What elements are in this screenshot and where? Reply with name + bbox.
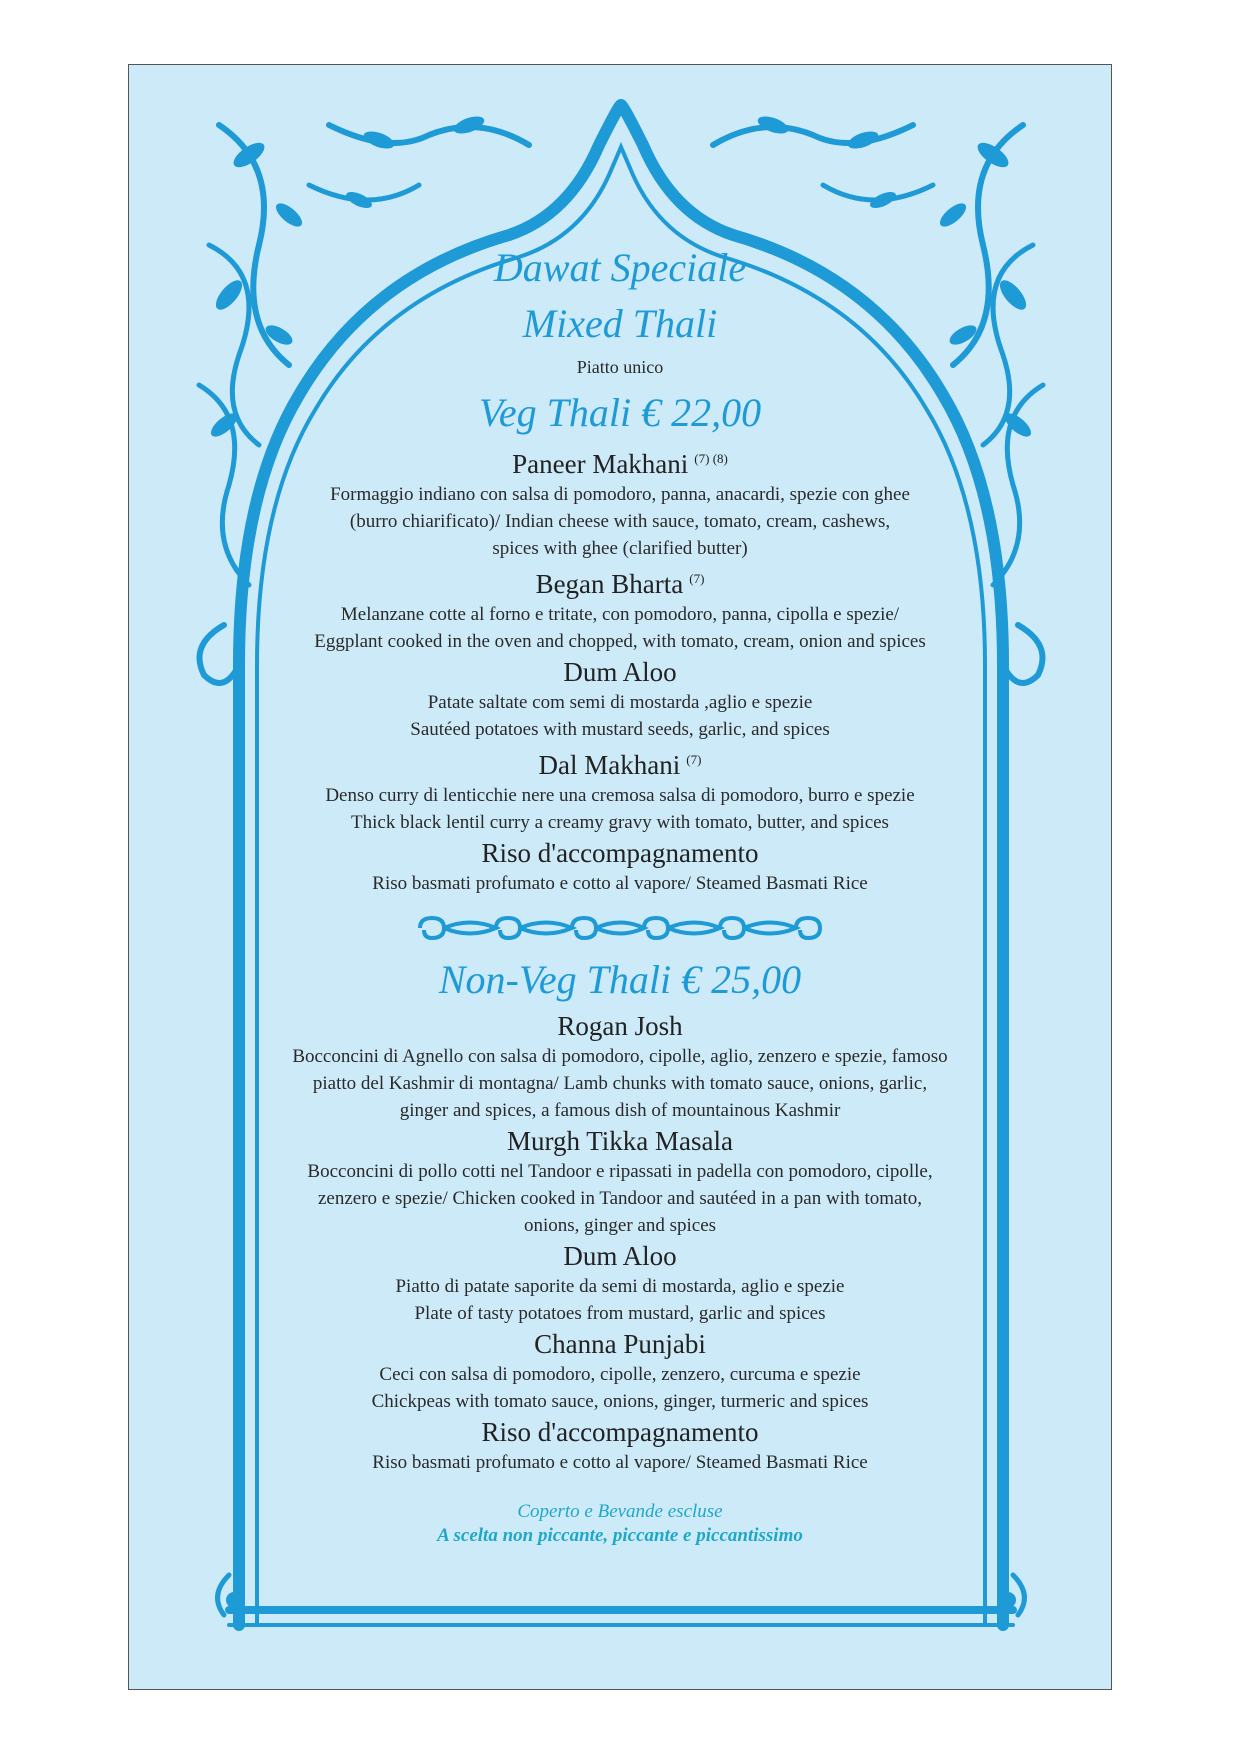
dish-description: spices with ghee (clarified butter) (492, 538, 748, 559)
veg-dish (250, 836, 990, 897)
allergen-codes: (7) (686, 752, 702, 767)
menu-subtitle: Piatto unico (576, 357, 664, 377)
nonveg-dish (250, 1124, 990, 1239)
dish-description: Bocconcini di Agnello con salsa di pomodoro, cipolle, aglio, zenzero e spezie, famoso (292, 1046, 948, 1067)
dish-description: Eggplant cooked in the oven and chopped, with tomato, cream, onion and spices (314, 631, 926, 652)
dish-description: zenzero e spezie/ Chicken cooked in Tandoor and sautéed in a pan with tomato, (317, 1188, 922, 1209)
veg-dish (250, 743, 990, 836)
footer-spice-level-note: A scelta non piccante, piccante e piccantissimo (437, 1525, 803, 1546)
swirl-divider-icon (410, 913, 830, 943)
nonveg-dish (250, 1239, 990, 1327)
nonveg-dish (250, 1327, 990, 1415)
allergen-codes: (7) (689, 571, 705, 586)
dish-name: Began Bharta (535, 569, 684, 599)
dish-description: Riso basmati profumato e cotto al vapore/ Steamed Basmati Rice (372, 1452, 868, 1473)
dish-name: Paneer Makhani (512, 449, 689, 479)
dish-description: (burro chiarificato)/ Indian cheese with sauce, tomato, cream, cashews, (349, 511, 891, 532)
dish-description: onions, ginger and spices (523, 1215, 717, 1236)
dish-name: Dum Aloo (563, 657, 677, 687)
dish-description: ginger and spices, a famous dish of mountainous Kashmir (399, 1100, 841, 1121)
menu-content (250, 240, 990, 1548)
menu-title-line2: Mixed Thali (522, 301, 718, 346)
dish-description: Thick black lentil curry a creamy gravy with tomato, butter, and spices (351, 812, 889, 833)
dish-name: Dal Makhani (538, 750, 681, 780)
dish-description: Riso basmati profumato e cotto al vapore/ Steamed Basmati Rice (372, 873, 868, 894)
dish-name: Dum Aloo (563, 1241, 677, 1271)
dish-description: Sautéed potatoes with mustard seeds, garlic, and spices (410, 719, 830, 740)
veg-dish (250, 562, 990, 655)
dish-name: Riso d'accompagnamento (481, 838, 759, 868)
veg-dish (250, 655, 990, 743)
dish-description: Piatto di patate saporite da semi di mostarda, aglio e spezie (395, 1276, 845, 1297)
dish-description: Ceci con salsa di pomodoro, cipolle, zenzero, curcuma e spezie (379, 1364, 861, 1385)
footer-cover-charge-note: Coperto e Bevande escluse (517, 1501, 723, 1522)
dish-description: Melanzane cotte al forno e tritate, con pomodoro, panna, cipolla e spezie/ (340, 604, 900, 625)
allergen-codes: (7) (8) (694, 451, 728, 466)
dish-description: Chickpeas with tomato sauce, onions, ginger, turmeric and spices (371, 1391, 869, 1412)
veg-thali-heading: Veg Thali € 22,00 (478, 390, 762, 435)
dish-description: Plate of tasty potatoes from mustard, garlic and spices (414, 1303, 826, 1324)
dish-description: Denso curry di lenticchie nere una cremosa salsa di pomodoro, burro e spezie (325, 785, 915, 806)
nonveg-thali-heading: Non-Veg Thali € 25,00 (438, 957, 802, 1002)
dish-description: Formaggio indiano con salsa di pomodoro, panna, anacardi, spezie con ghee (330, 484, 910, 505)
nonveg-dish (250, 1009, 990, 1124)
dish-name: Murgh Tikka Masala (506, 1126, 734, 1156)
veg-dish (250, 442, 990, 562)
dish-description: Bocconcini di pollo cotti nel Tandoor e ripassati in padella con pomodoro, cipolle, (307, 1161, 933, 1182)
dish-name: Riso d'accompagnamento (481, 1417, 759, 1447)
dish-name: Rogan Josh (557, 1011, 683, 1041)
dish-description: piatto del Kashmir di montagna/ Lamb chunks with tomato sauce, onions, garlic, (312, 1073, 928, 1094)
nonveg-dish (250, 1415, 990, 1476)
menu-title-line1: Dawat Speciale (493, 245, 747, 290)
dish-description: Patate saltate com semi di mostarda ,aglio e spezie (427, 692, 813, 713)
dish-name: Channa Punjabi (534, 1329, 706, 1359)
